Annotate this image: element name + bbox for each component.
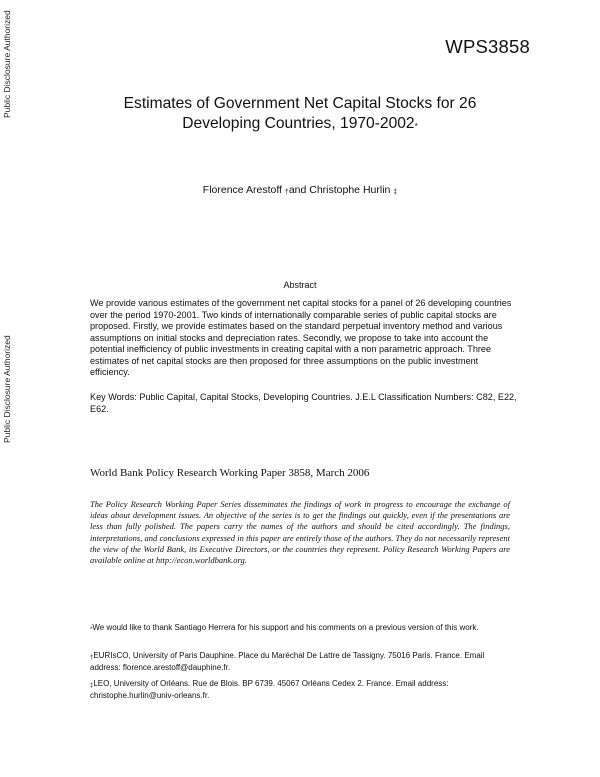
footnote-acknowledgement — [90, 623, 510, 635]
author-arestoff: Florence Arestoff — [202, 184, 282, 196]
author-2-footnote-mark: ‡ — [393, 189, 398, 196]
series-disclaimer: The Policy Research Working Paper Series disseminates the findings of work in progress to encourage the exchange of ideas about development issues. An objective of the series is to get the findings out quickly, even if the presentations are less than fully polished. The papers carry the names of the authors and should be cited accordingly. The findings, interpretations, and conclusions expressed in this paper are entirely those of the authors. They do not necessarily represent the view of the World Bank, its Executive Directors, or the countries they represent. Policy Research Working Papers are available online at http://econ.worldbank.org. — [90, 499, 510, 566]
working-paper-line: World Bank Policy Research Working Paper 3858, March 2006 — [90, 467, 370, 479]
footnote-2-text: EURIsCO, University of Paris Dauphine. Place du Maréchal De Lattre de Tassigny. 75016 Paris. France. Email address: florence.arestoff@dauphine.fr. — [90, 651, 485, 672]
footnote-3-text: LEO, University of Orléans. Rue de Blois. BP 6739. 45067 Orléans Cedex 2. France. Email address: christophe.hurlin@univ-orleans.fr. — [90, 679, 449, 700]
keywords: Key Words: Public Capital, Capital Stocks, Developing Countries. J.E.L Classification Numbers: C82, E22, E62. — [90, 392, 517, 414]
disclosure-stamp-bottom: Public Disclosure Authorized — [2, 335, 12, 443]
footnote-3-mark: ‡ — [90, 683, 94, 689]
paper-title — [90, 94, 510, 137]
footnote-hurlin-affiliation — [90, 679, 510, 701]
disclosure-stamp-top: Public Disclosure Authorized — [2, 10, 12, 118]
author-hurlin: and Christophe Hurlin — [288, 184, 391, 196]
title-line-1: Estimates of Government Net Capital Stocks for 26 — [123, 95, 477, 112]
authors — [60, 184, 540, 196]
footnote-arestoff-affiliation — [90, 651, 510, 673]
abstract-heading: Abstract — [283, 280, 317, 290]
title-line-2 — [90, 114, 510, 137]
abstract-body: We provide various estimates of the government net capital stocks for a panel of 26 developing countries over the period 1970-2001. Two kinds of internationally comparable series of public capital stocks are proposed. Firstly, we provide estimates based on the standard perpetual inventory method and various assumptions on initial stocks and depreciation rates. Secondly, we propose to take into account the potential inefficiency of public investments in creating capital with a non parametric approach. Three estimates of net capital stocks are then proposed for three assumptions on the public investment efficiency. — [90, 298, 512, 377]
report-number: WPS3858 — [445, 36, 530, 57]
author-1-footnote-mark: † — [284, 189, 289, 196]
title-footnote-mark: * — [414, 122, 418, 131]
footnote-1-mark: * — [90, 627, 93, 633]
footnote-1-text: We would like to thank Santiago Herrera for his support and his comments on a previous version of this work. — [92, 623, 479, 632]
title-line-2-text: Developing Countries, 1970-2002 — [182, 115, 415, 132]
footnote-2-mark: † — [90, 655, 94, 661]
